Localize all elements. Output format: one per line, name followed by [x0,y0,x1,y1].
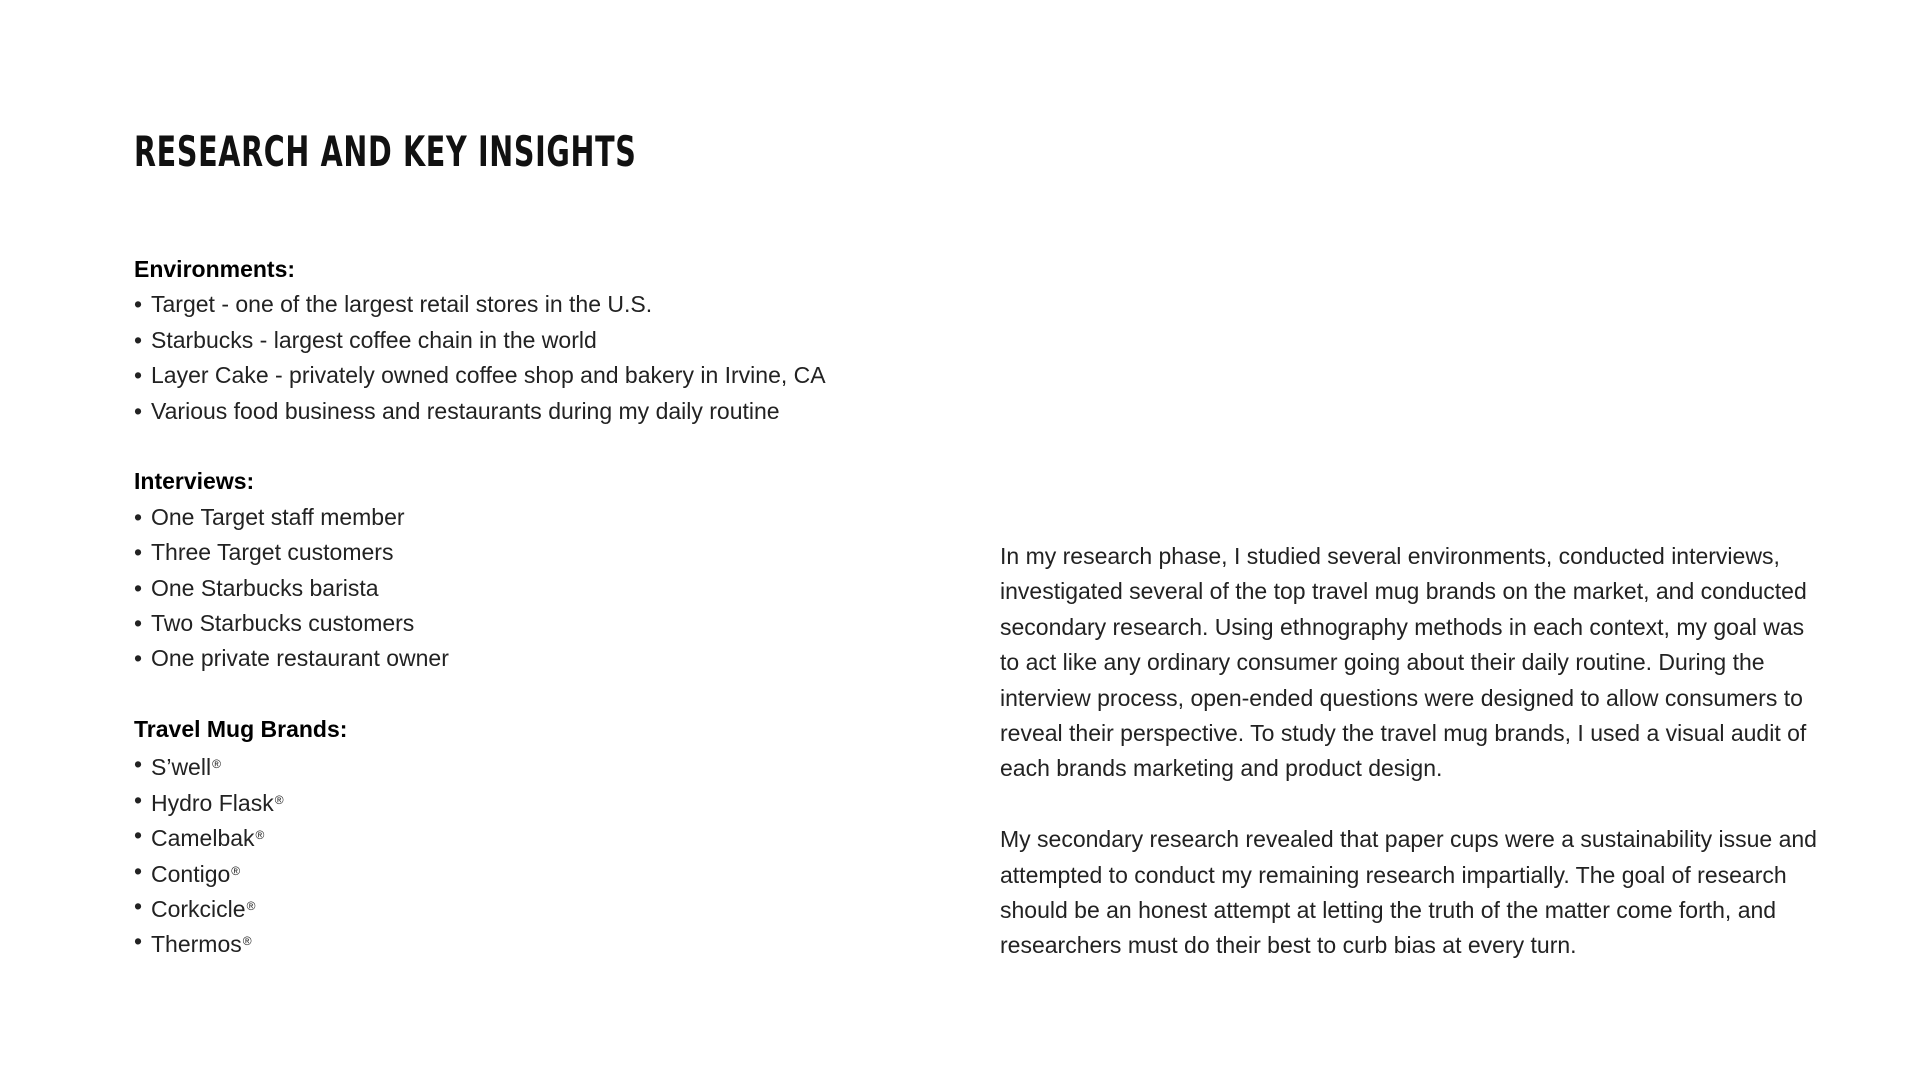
list-item-text: Three Target customers [151,539,394,566]
summary-paragraph: My secondary research revealed that paper cups were a sustainability issue and attempted to conduct my remaining research impartially. The goal of research should be an honest attempt at letting the truth of the matter come forth, and researchers must do their best to curb bias at every turn. [1000,826,1817,959]
research-lists [134,252,894,995]
bullet-icon: • [134,503,143,530]
bullet-icon: • [134,362,143,389]
section-heading: Interviews: [134,468,255,495]
list-item-text: One private restaurant owner [151,645,449,672]
registered-mark: ® [274,792,284,807]
summary-paragraph: In my research phase, I studied several environments, conducted interviews, investigated several of the top travel mug brands on the market, and conducted secondary research. Using ethnography methods in each context, my goal was to act like any ordinary consumer going about their daily routine. During the interview process, open-ended questions were designed to allow consumers to reveal their perspective. To study the travel mug brands, I used a visual audit of each brands marketing and product design. [1000,543,1807,782]
bullet-icon: • [134,786,143,813]
research-summary [1000,539,1820,999]
bullet-icon: • [134,751,143,778]
bullet-list [134,500,894,677]
list-item-text: Layer Cake - privately owned coffee shop and bakery in Irvine, CA [151,362,826,389]
list-item [134,606,894,641]
bullet-icon: • [134,539,143,566]
list-item-text: Starbucks - largest coffee chain in the world [151,326,597,353]
registered-mark: ® [242,934,252,949]
list-item [134,535,894,570]
list-item [134,571,894,606]
environments-section [134,252,894,429]
bullet-icon: • [134,326,143,353]
list-item [134,394,894,429]
section-heading: Environments: [134,256,296,282]
bullet-icon: • [134,291,143,318]
list-item [134,287,894,322]
bullet-icon: • [134,822,143,849]
list-item [134,924,894,959]
page-title: RESEARCH AND KEY INSIGHTS [134,127,637,176]
list-item [134,641,894,676]
interviews-section [134,464,894,676]
list-item [134,747,894,782]
list-item-text: One Starbucks barista [151,574,379,601]
travel-mug-brands-section [134,712,894,960]
list-item [134,854,894,889]
list-item [134,818,894,853]
list-item-text: Corkcicle [151,896,246,923]
bullet-list [134,287,894,429]
bullet-icon: • [134,645,143,672]
bullet-icon: • [134,397,143,424]
list-item-text: Camelbak [151,825,255,852]
list-item [134,500,894,535]
registered-mark: ® [255,828,265,843]
list-item-text: S’well [151,754,212,781]
list-item [134,889,894,924]
bullet-list [134,747,894,959]
list-item [134,783,894,818]
registered-mark: ® [212,757,221,772]
bullet-icon: • [134,574,143,601]
bullet-icon: • [134,609,143,636]
bullet-icon: • [134,893,143,920]
list-item-text: Contigo [151,860,231,887]
list-item-text: Thermos [151,931,242,958]
list-item-text: One Target staff member [151,503,405,530]
list-item [134,323,894,358]
section-heading: Travel Mug Brands: [134,716,348,743]
registered-mark: ® [231,863,241,878]
list-item-text: Hydro Flask [151,789,274,816]
bullet-icon: • [134,928,143,955]
bullet-icon: • [134,857,143,884]
list-item-text: Target - one of the largest retail stores in the U.S. [151,291,653,318]
list-item-text: Two Starbucks customers [151,609,415,636]
list-item [134,358,894,393]
registered-mark: ® [246,899,256,914]
list-item-text: Various food business and restaurants during my daily routine [151,397,780,424]
